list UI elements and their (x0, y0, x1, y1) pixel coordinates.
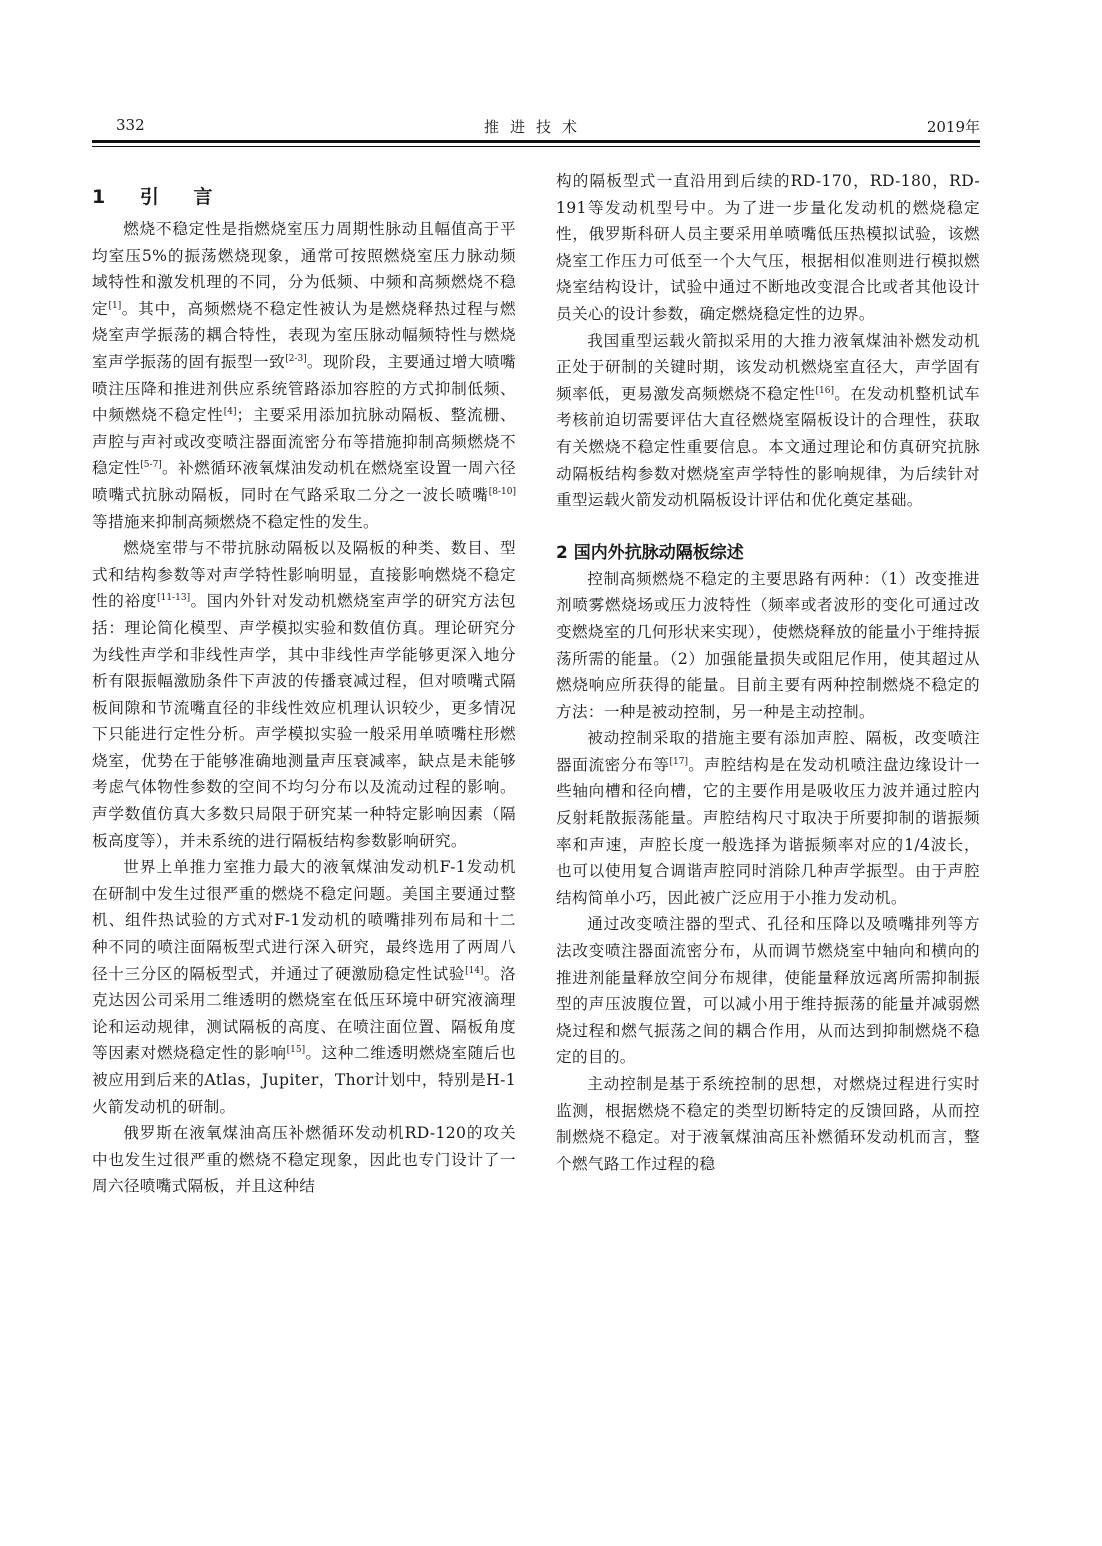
paragraph: 我国重型运载火箭拟采用的大推力液氧煤油补燃发动机正处于研制的关键时期，该发动机燃烧室直径大，声学固有频率低，更易激发高频燃烧不稳定性[16]。在发动机整机试车考核前迫切需要评估大直径燃烧室隔板设计的合理性，获取有关燃烧不稳定性重要信息。本文通过理论和仿真研究抗脉动隔板结构参数对燃烧室声学特性的影响规律，为后续针对重型运载火箭发动机隔板设计评估和优化奠定基础。 (556, 331, 980, 510)
citation-ref: [2-3] (285, 353, 307, 364)
journal-year: 2019年 (926, 118, 980, 136)
paragraph: 被动控制采取的措施主要有添加声腔、隔板，改变喷注器面流密分布等[17]。声腔结构是在发动机喷注盘边缘设计一些轴向槽和径向槽，它的主要作用是吸收压力波并通过腔内反射耗散振荡能量。声腔结构尺寸取决于所要抑制的谐振频率和声速，声腔长度一般选择为谐振频率对应的1/4波长，也可以使用复合调谐声腔同时消除几种声学振型。由于声腔结构简单小巧，因此被广泛应用于小推力发动机。 (556, 729, 980, 907)
citation-ref: [4] (223, 406, 237, 417)
paragraph: 通过改变喷注器的型式、孔径和压降以及喷嘴排列等方法改变喷注器面流密分布，从而调节燃烧室中轴向和横向的推进剂能量释放空间分布规律，使能量释放远离所需抑制振型的声压波腹位置，可以减小用于维持振荡的能量并减弱燃烧过程和燃气振荡之间的耦合作用，从而达到抑制燃烧不稳定的目的。 (556, 915, 980, 1067)
section-heading-intro: 1 引 言 (92, 186, 227, 208)
citation-ref: [1] (108, 300, 122, 311)
running-header (92, 116, 980, 138)
citation-ref: [17] (669, 756, 689, 767)
paragraph: 控制高频燃烧不稳定的主要思路有两种：（1）改变推进剂喷雾燃烧场或压力波特性（频率或者波形的变化可通过改变燃烧室的几何形状来实现），使燃烧释放的能量小于维持振荡所需的能量。（2）加强能量损失或阻尼作用，使其超过从燃烧响应所获得的能量。目前主要有两种控制燃烧不稳定的方法：一种是被动控制，另一种是主动控制。 (556, 569, 980, 721)
paragraph: 燃烧室带与不带抗脉动隔板以及隔板的种类、数目、型式和结构参数等对声学特性影响明显，直接影响燃烧不稳定性的裕度[11-13]。国内外针对发动机燃烧室声学的研究方法包括：理论简化模型、声学模拟实验和数值仿真。理论研究分为线性声学和非线性声学，其中非线性声学能够更深入地分析有限振幅激励条件下声波的传播衰减过程，但对喷嘴式隔板间隙和节流嘴直径的非线性效应机理认识较少，更多情况下只能进行定性分析。声学模拟实验一般采用单喷嘴柱形燃烧室，优势在于能够准确地测量声压衰减率，缺点是未能够考虑气体物性参数的空间不均匀分布以及流动过程的影响。声学数值仿真大多数只局限于研究某一种特定影响因素（隔板高度等），并未系统的进行隔板结构参数影响研究。 (92, 539, 516, 850)
right-column (556, 168, 980, 1177)
header-rule-thick (92, 140, 980, 143)
paragraph: 俄罗斯在液氧煤油高压补燃循环发动机RD-120的攻关中也发生过很严重的燃烧不稳定现象，因此也专门设计了一周六径喷嘴式隔板，并且这种结 (92, 1124, 516, 1196)
section-heading-2: 2 国内外抗脉动隔板综述 (556, 542, 744, 563)
citation-ref: [8-10] (488, 486, 516, 497)
citation-ref: [15] (286, 1045, 306, 1056)
header-rule-thin (92, 146, 980, 147)
citation-ref: [16] (815, 385, 835, 396)
citation-ref: [14] (465, 965, 484, 976)
citation-ref: [11-13] (157, 593, 191, 604)
paragraph: 燃烧不稳定性是指燃烧室压力周期性脉动且幅值高于平均室压5%的振荡燃烧现象，通常可按照燃烧室压力脉动频域特性和激发机理的不同，分为低频、中频和高频燃烧不稳定[1]。其中，高频燃烧不稳定性被认为是燃烧释热过程与燃烧室声学振荡的耦合特性，表现为室压脉动幅频特性与燃烧室声学振荡的固有振型一致[2-3]。现阶段，主要通过增大喷嘴喷注压降和推进剂供应系统管路添加容腔的方式抑制低频、中频燃烧不稳定性[4]；主要采用添加抗脉动隔板、整流栅、声腔与声衬或改变喷注器面流密分布等措施抑制高频燃烧不稳定性[5-7]。补燃循环液氧煤油发动机在燃烧室设置一周六径喷嘴式抗脉动隔板，同时在气路采取二分之一波长喷嘴[8-10]等措施来抑制高频燃烧不稳定性的发生。 (92, 220, 516, 531)
citation-ref: [5-7] (140, 460, 162, 471)
page-number: 332 (116, 116, 145, 134)
paragraph: 主动控制是基于系统控制的思想，对燃烧过程进行实时监测，根据燃烧不稳定的类型切断特定的反馈回路，从而控制燃烧不稳定。对于液氧煤油高压补燃循环发动机而言，整个燃气路工作过程的稳 (556, 1075, 980, 1173)
left-column (92, 168, 516, 1200)
paragraph-continued: 构的隔板型式一直沿用到后续的RD-170，RD-180，RD-191等发动机型号中。为了进一步量化发动机的燃烧稳定性，俄罗斯科研人员主要采用单喷嘴低压热模拟试验，该燃烧室工作压力可低至一个大气压，根据相似准则进行模拟燃烧室结构设计，试验中通过不断地改变混合比或者其他设计员关心的设计参数，确定燃烧稳定性的边界。 (556, 172, 980, 323)
journal-title: 推进技术 (483, 118, 588, 136)
paragraph: 世界上单推力室推力最大的液氧煤油发动机F-1发动机在研制中发生过很严重的燃烧不稳定问题。美国主要通过整机、组件热试验的方式对F-1发动机的喷嘴排列布局和十二种不同的喷注面隔板型式进行深入研究，最终选用了两周八径十三分区的隔板型式，并通过了硬激励稳定性试验[14]。洛克达因公司采用二维透明的燃烧室在低压环境中研究液滴理论和运动规律，测试隔板的高度、在喷注面位置、隔板角度等因素对燃烧稳定性的影响[15]。这种二维透明燃烧室随后也被应用到后来的Atlas，Jupiter，Thor计划中，特别是H-1火箭发动机的研制。 (92, 858, 517, 1116)
